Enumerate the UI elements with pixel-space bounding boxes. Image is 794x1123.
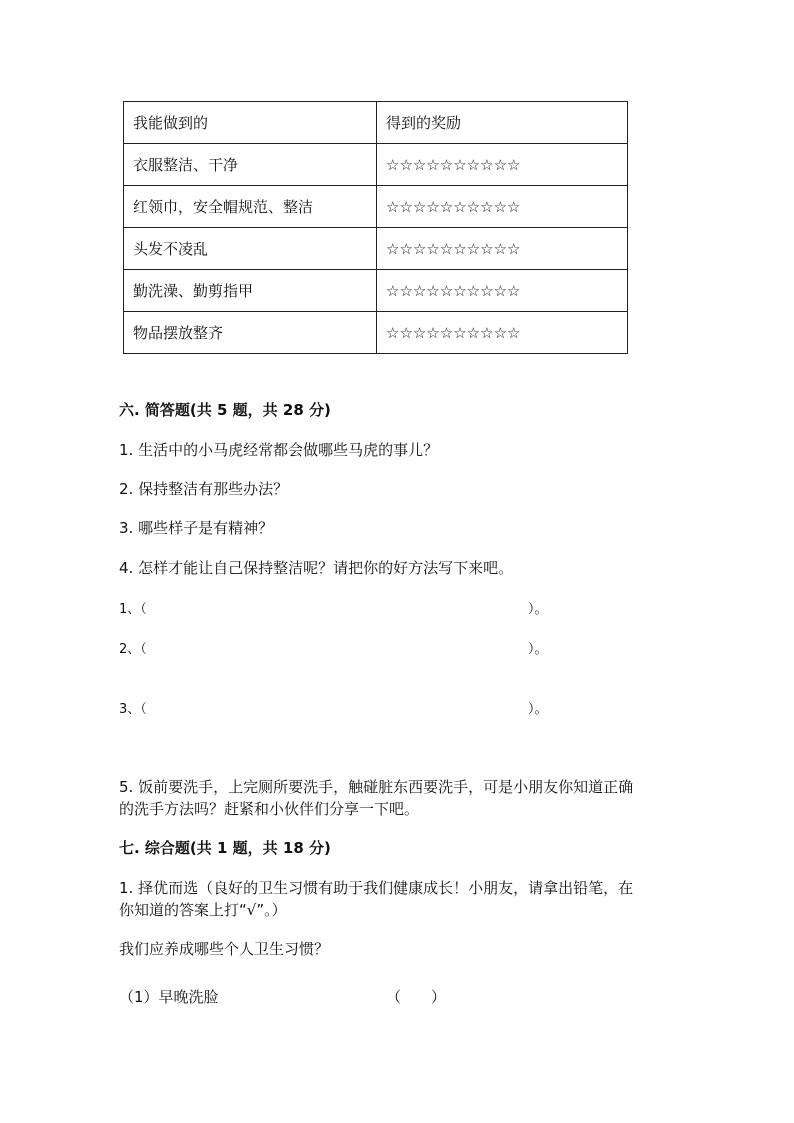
table-cell-item: 头发不凌乱 xyxy=(124,228,377,270)
table-header-row xyxy=(124,102,628,144)
section-7-question-1-line-1: 1. 择优而选（良好的卫生习惯有助于我们健康成长！小朋友，请拿出铅笔，在 xyxy=(119,879,634,897)
answer-blank-1-open: 1、（ xyxy=(119,602,147,617)
table-row xyxy=(124,186,628,228)
question-3: 3. 哪些样子是有精神？ xyxy=(119,519,274,537)
question-2: 2. 保持整洁有那些办法？ xyxy=(119,480,289,498)
table-row xyxy=(124,144,628,186)
table-header-cell: 得到的奖励 xyxy=(377,102,628,144)
option-1-label: （1）早晚洗脸 xyxy=(119,988,219,1006)
question-5-line-2: 的洗手方法吗？赶紧和小伙伴们分享一下吧。 xyxy=(119,800,420,818)
question-1: 1. 生活中的小马虎经常都会做哪些马虎的事儿？ xyxy=(119,441,439,459)
table-cell-item: 红领巾，安全帽规范、整洁 xyxy=(124,186,377,228)
table-cell-reward: ☆☆☆☆☆☆☆☆☆☆ xyxy=(377,144,628,186)
answer-blank-2-open: 2、（ xyxy=(119,642,147,657)
section-7-prompt: 我们应养成哪些个人卫生习惯？ xyxy=(119,940,330,958)
table-row xyxy=(124,228,628,270)
answer-blank-1-close: ）。 xyxy=(528,602,548,617)
table-cell-reward: ☆☆☆☆☆☆☆☆☆☆ xyxy=(377,186,628,228)
answer-blank-2-close: ）。 xyxy=(528,642,548,657)
option-1-answer-paren: （ ） xyxy=(386,988,447,1006)
section-7-title: 七. 综合题(共 1 题，共 18 分) xyxy=(119,839,331,857)
table-cell-reward: ☆☆☆☆☆☆☆☆☆☆ xyxy=(377,312,628,354)
table-row xyxy=(124,312,628,354)
table-row xyxy=(124,270,628,312)
answer-blank-3-open: 3、（ xyxy=(119,702,147,717)
table-cell-reward: ☆☆☆☆☆☆☆☆☆☆ xyxy=(377,228,628,270)
section-7-question-1-line-2: 你知道的答案上打“√”。） xyxy=(119,901,287,919)
table-cell-item: 物品摆放整齐 xyxy=(124,312,377,354)
question-5-line-1: 5. 饭前要洗手，上完厕所要洗手，触碰脏东西要洗手，可是小朋友你知道正确 xyxy=(119,778,634,796)
question-4: 4. 怎样才能让自己保持整洁呢？请把你的好方法写下来吧。 xyxy=(119,559,514,577)
reward-table xyxy=(123,101,628,354)
section-6-title: 六. 简答题(共 5 题，共 28 分) xyxy=(119,401,331,419)
table-cell-item: 勤洗澡、勤剪指甲 xyxy=(124,270,377,312)
table-header-cell: 我能做到的 xyxy=(124,102,377,144)
table-cell-reward: ☆☆☆☆☆☆☆☆☆☆ xyxy=(377,270,628,312)
answer-blank-3-close: ）。 xyxy=(528,702,548,717)
table-cell-item: 衣服整洁、干净 xyxy=(124,144,377,186)
